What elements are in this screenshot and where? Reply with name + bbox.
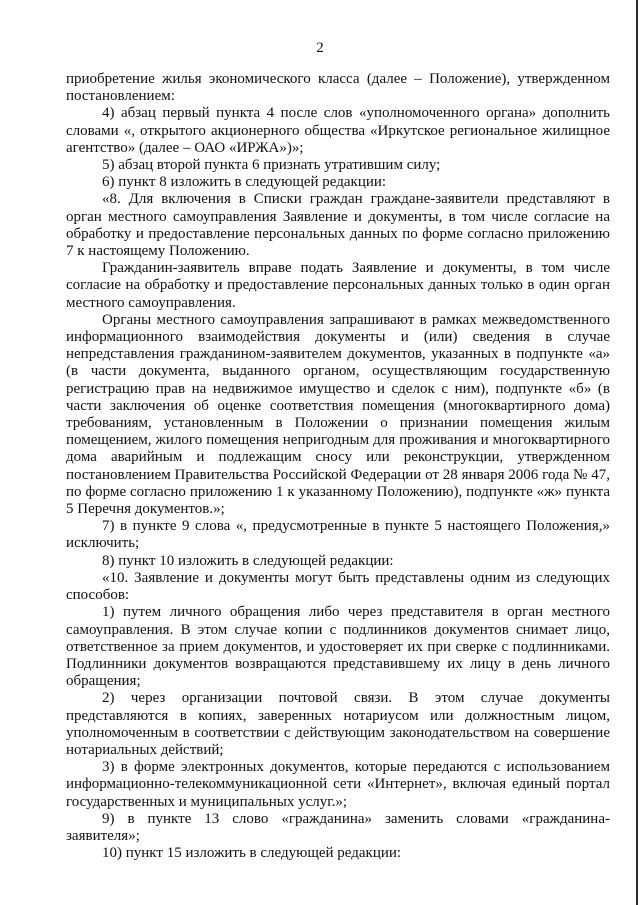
document-body bbox=[66, 71, 610, 862]
paragraph: Органы местного самоуправления запрашивают в рамках межведомственного информационного взаимодействия документы и (или) сведения в случае непредставления гражданином-заявителем документов, указанных в подпункте «а» (в части документа, выданного органом, осуществляющим государственную регистрацию прав на недвижимое имущество и сделок с ним), подпункте «б» (в части заключения об оценке соответствия помещения (многоквартирного дома) требованиям, установленным в Положении о признании помещения жилым помещением, жилого помещения непригодным для проживания и многоквартирного дома аварийным и подлежащим сносу или реконструкции, утвержденном постановлением Правительства Российской Федерации от 28 января 2006 года № 47, по форме согласно приложению 1 к указанному Положению), подпункте «ж» пункта 5 Перечня документов.»; bbox=[66, 311, 610, 518]
paragraph: «8. Для включения в Списки граждан граждане-заявители представляют в орган местного самоуправления Заявление и документы, в том числе согласие на обработку и предоставление персональных данных по форме согласно приложению 7 к настоящему Положению. bbox=[66, 191, 610, 260]
paragraph: 1) путем личного обращения либо через представителя в орган местного самоуправления. В этом случае копии с подлинников документов снимает лицо, ответственное за прием документов, и удостоверяет их при сверке с подлинниками. Подлинники документов возвращаются представившему их лицу в день личного обращения; bbox=[66, 604, 610, 690]
scan-edge bbox=[636, 0, 638, 905]
paragraph: 9) в пункте 13 слово «гражданина» заменить словами «гражданина-заявителя»; bbox=[66, 810, 610, 844]
paragraph: 3) в форме электронных документов, которые передаются с использованием информационно-телекоммуникационной сети «Интернет», включая единый портал государственных и муниципальных услуг.»; bbox=[66, 759, 610, 810]
paragraph: 7) в пункте 9 слова «, предусмотренные в пункте 5 настоящего Положения,» исключить; bbox=[66, 518, 610, 552]
paragraph: 4) абзац первый пункта 4 после слов «уполномоченного органа» дополнить словами «, открытого акционерного общества «Иркутское региональное жилищное агентство» (далее – ОАО «ИРЖА»)»; bbox=[66, 105, 610, 156]
paragraph: 2) через организации почтовой связи. В этом случае документы представляются в копиях, заверенных нотариусом или должностным лицом, уполномоченным в соответствии с действующим законодательством на совершение нотариальных действий; bbox=[66, 690, 610, 758]
paragraph: 8) пункт 10 изложить в следующей редакции: bbox=[102, 552, 394, 569]
page-number: 2 bbox=[316, 40, 324, 56]
paragraph: 10) пункт 15 изложить в следующей редакции: bbox=[102, 845, 402, 862]
paragraph: 6) пункт 8 изложить в следующей редакции: bbox=[102, 174, 387, 191]
paragraph: 5) абзац второй пункта 6 признать утратившим силу; bbox=[102, 157, 441, 174]
paragraph: «10. Заявление и документы могут быть представлены одним из следующих способов: bbox=[66, 569, 610, 604]
paragraph: Гражданин-заявитель вправе подать Заявление и документы, в том числе согласие на обработку и предоставление персональных данных только в один орган местного самоуправления. bbox=[66, 260, 610, 311]
paragraph: приобретение жилья экономического класса (далее – Положение), утвержденном постановлением: bbox=[66, 71, 610, 105]
